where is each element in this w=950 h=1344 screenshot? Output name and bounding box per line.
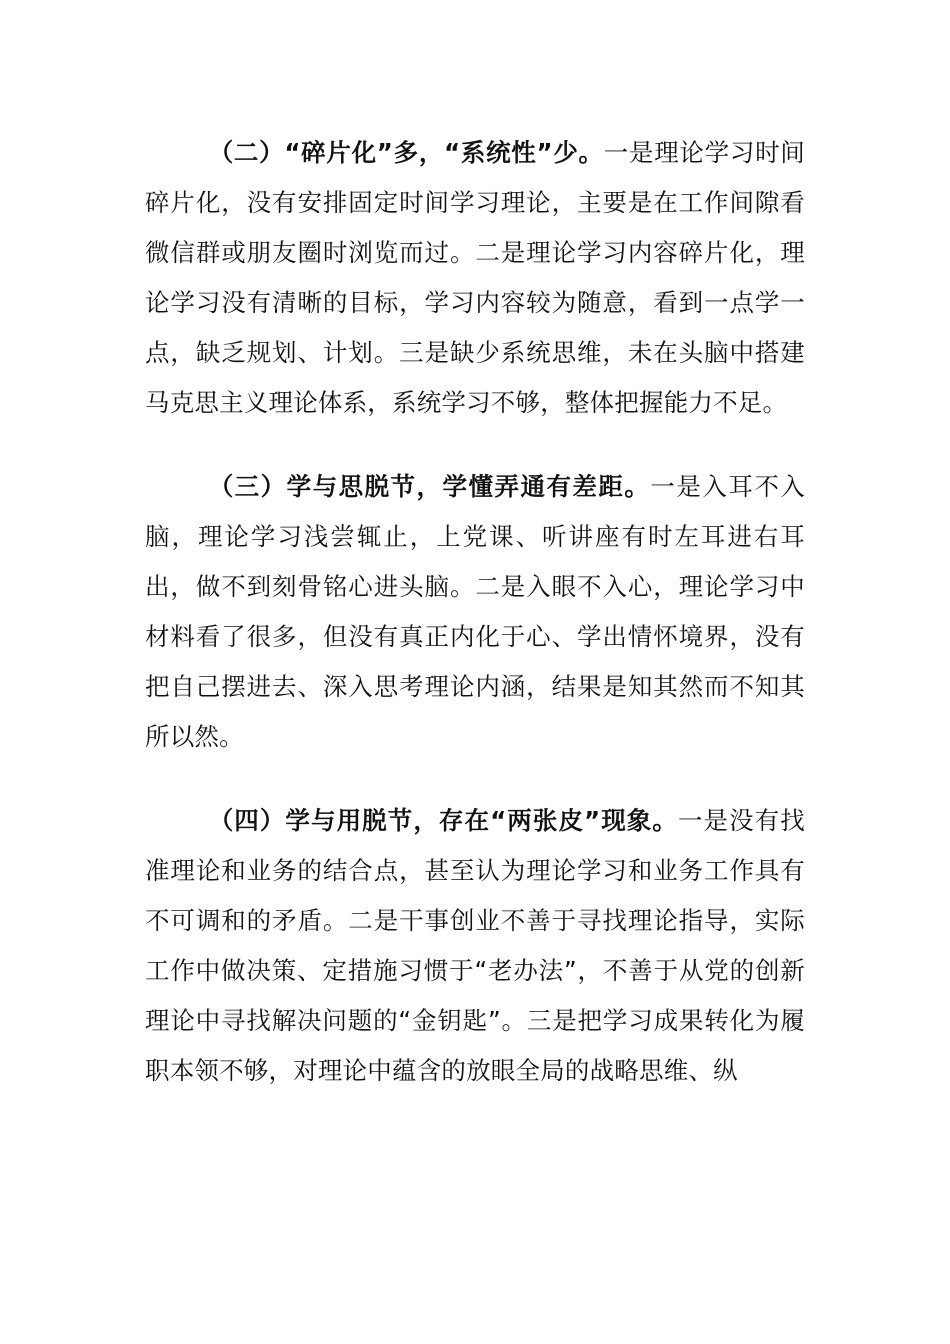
paragraph-study-thinking-gap	[145, 462, 805, 762]
paragraph-fragmentation	[145, 128, 805, 428]
paragraph-heading: （四）学与用脱节，存在“两张皮”现象。	[208, 806, 678, 835]
paragraph-heading: （三）学与思脱节，学懂弄通有差距。	[208, 472, 651, 501]
paragraph-study-practice-gap	[145, 796, 805, 1096]
paragraph-text: 一是没有找准理论和业务的结合点，甚至认为理论学习和业务工作具有不可调和的矛盾。二是干事创业不善于寻找理论指导，实际工作中做决策、定措施习惯于“老办法”，不善于从党的创新理论中寻找解决问题的“金钥匙”。三是把学习成果转化为履职本领不够，对理论中蕴含的放眼全局的战略思维、纵	[145, 806, 805, 1085]
document-body	[145, 128, 805, 1130]
paragraph-heading: （二）“碎片化”多，“系统性”少。	[208, 138, 604, 167]
paragraph-text: 一是入耳不入脑，理论学习浅尝辄止，上党课、听讲座有时左耳进右耳出，做不到刻骨铭心进头脑。二是入眼不入心，理论学习中材料看了很多，但没有真正内化于心、学出情怀境界，没有把自己摆进去、深入思考理论内涵，结果是知其然而不知其所以然。	[145, 472, 805, 751]
paragraph-text: 一是理论学习时间碎片化，没有安排固定时间学习理论，主要是在工作间隙看微信群或朋友圈时浏览而过。二是理论学习内容碎片化，理论学习没有清晰的目标，学习内容较为随意，看到一点学一点，缺乏规划、计划。三是缺少系统思维，未在头脑中搭建马克思主义理论体系，系统学习不够，整体把握能力不足。	[145, 138, 805, 417]
